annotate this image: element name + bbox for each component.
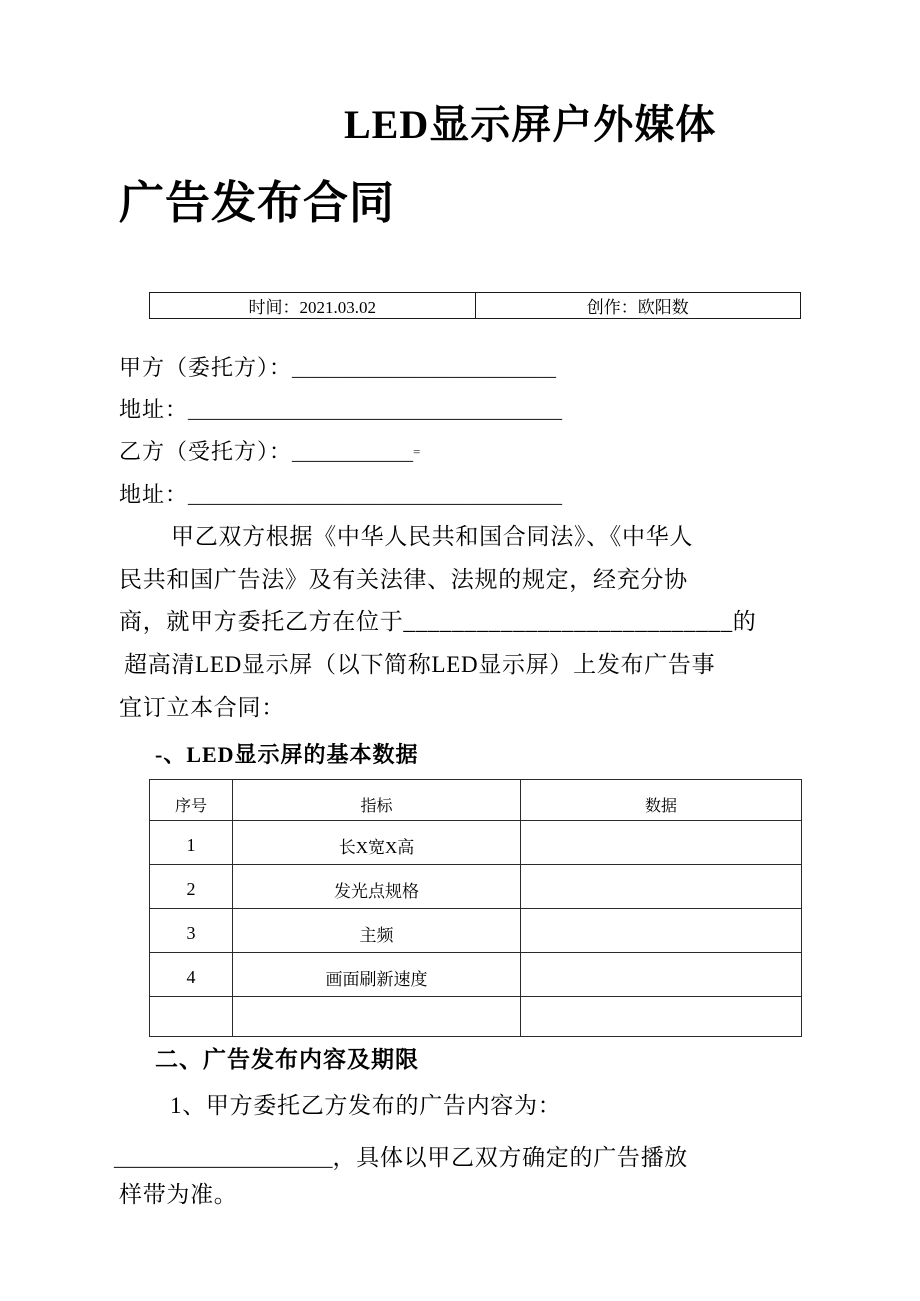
spec-row-metric: 发光点规格 xyxy=(233,865,521,909)
party-b-address-line xyxy=(119,481,562,509)
intro-paragraph-line: 甲乙双方根据《中华人民共和国合同法》、《中华人 xyxy=(171,524,694,549)
spec-row-metric: 长X宽X高 xyxy=(233,821,521,865)
intro-paragraph-line: 商，就甲方委托乙方在位于___________________________的 xyxy=(119,609,757,634)
meta-table xyxy=(149,292,801,319)
party-a-label: 甲方（委托方）： xyxy=(119,355,293,380)
spec-row-value xyxy=(521,909,802,953)
party-b-blank-line: ___________ xyxy=(292,439,414,464)
section-1-heading: -、LED显示屏的基本数据 xyxy=(155,742,419,767)
section-2-heading: 二、广告发布内容及期限 xyxy=(155,1047,419,1072)
spec-row-metric xyxy=(233,997,521,1037)
party-b-address-blank-line: __________________________________ xyxy=(188,482,563,507)
party-a-blank-line: ________________________ xyxy=(292,355,557,380)
spec-table-header-metric: 指标 xyxy=(233,780,521,821)
spec-row-value xyxy=(521,997,802,1037)
clause-1-continuation-line xyxy=(114,1143,688,1173)
spec-table-header-no: 序号 xyxy=(150,780,233,821)
spec-row-no: 2 xyxy=(150,865,233,909)
clause-1-continuation-line-2: 样带为准。 xyxy=(119,1182,238,1207)
spec-row-no: 3 xyxy=(150,909,233,953)
spec-row-metric: 画面刷新速度 xyxy=(233,953,521,997)
spec-row-no: 1 xyxy=(150,821,233,865)
spec-table-empty-row xyxy=(150,997,802,1037)
spec-row-metric: 主频 xyxy=(233,909,521,953)
spec-table-header-row xyxy=(150,780,802,821)
spec-table-header-value: 数据 xyxy=(521,780,802,821)
meta-creator-label: 创作： xyxy=(586,298,638,317)
party-a-address-label: 地址： xyxy=(119,397,189,422)
meta-time-value: 2021.03.02 xyxy=(299,298,376,317)
spec-table-row xyxy=(150,953,802,997)
clause-1-blank-line: ___________________ xyxy=(114,1145,333,1170)
party-b-address-label: 地址： xyxy=(119,482,189,507)
intro-paragraph-line: 超高清LED显示屏（以下简称LED显示屏）上发布广告事 xyxy=(124,652,716,677)
party-b-blank-suffix: = xyxy=(413,444,422,459)
spec-table-row xyxy=(150,909,802,953)
spec-row-value xyxy=(521,953,802,997)
meta-row xyxy=(150,293,801,319)
intro-paragraph-line: 宜订立本合同： xyxy=(119,695,285,720)
party-a-address-line xyxy=(119,396,562,424)
spec-row-no xyxy=(150,997,233,1037)
party-a-line xyxy=(119,354,556,382)
spec-row-no: 4 xyxy=(150,953,233,997)
clause-1-text: 1、甲方委托乙方发布的广告内容为： xyxy=(170,1093,562,1118)
led-spec-table xyxy=(149,779,802,1037)
spec-table-row xyxy=(150,821,802,865)
meta-creator-value: 欧阳数 xyxy=(637,298,689,317)
document-title-line1: LED显示屏户外媒体 xyxy=(344,102,717,147)
clause-1-continuation-text: ，具体以甲乙双方确定的广告播放 xyxy=(332,1145,688,1170)
party-b-line xyxy=(119,438,421,466)
spec-table-row xyxy=(150,865,802,909)
meta-time-cell xyxy=(150,293,476,319)
party-b-label: 乙方（受托方）： xyxy=(119,439,293,464)
intro-paragraph-line: 民共和国广告法》及有关法律、法规的规定，经充分协 xyxy=(119,567,688,592)
party-a-address-blank-line: __________________________________ xyxy=(188,397,563,422)
spec-row-value xyxy=(521,865,802,909)
document-title-line2: 广告发布合同 xyxy=(119,178,396,228)
meta-time-label: 时间： xyxy=(248,298,300,317)
spec-row-value xyxy=(521,821,802,865)
meta-creator-cell xyxy=(475,293,801,319)
